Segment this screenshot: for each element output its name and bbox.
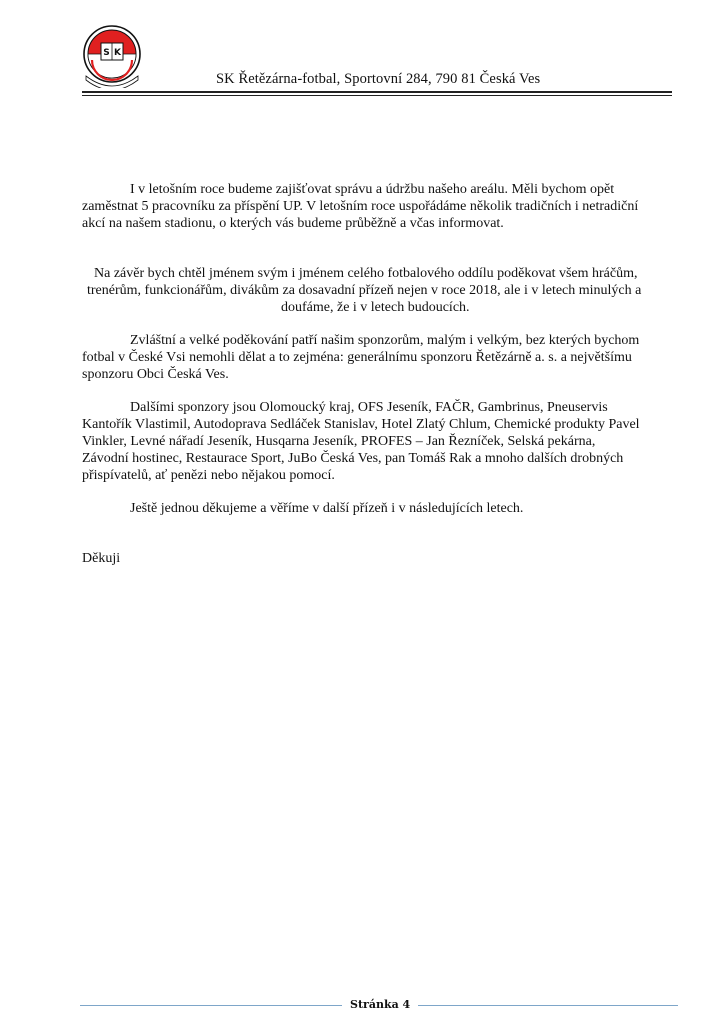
footer-divider-right: [418, 1005, 678, 1006]
paragraph-4-line-2: Kantořík Vlastimil, Autodoprava Sedláček Stanislav, Hotel Zlatý Chlum, Chemické produkty Pavel: [82, 417, 640, 432]
paragraph-4-line-1: Dalšími sponzory jsou Olomoucký kraj, OFS Jeseník, FAČR, Gambrinus, Pneuservis: [130, 400, 608, 415]
paragraph-3-line-2: fotbal v České Vsi nemohli dělat a to zejména: generálnímu sponzoru Řetězárně a. s. a největšímu: [82, 350, 632, 365]
logo-initial-s: S: [103, 48, 110, 58]
paragraph-2-line-2: trenérům, funkcionářům, divákům za dosavadní přízeň nejen v roce 2018, ale i v letech minulých a: [87, 283, 642, 298]
paragraph-4-line-5: přispívatelů, ať penězi nebo nějakou pomocí.: [82, 468, 335, 483]
paragraph-1-line-2: zaměstnat 5 pracovníku za příspění UP. V letošním roce uspořádáme několik tradičních i netradiční: [82, 199, 639, 214]
paragraph-1-line-1: I v letošním roce budeme zajišťovat správu a údržbu našeho areálu. Měli bychom opět: [130, 182, 615, 197]
closing-signoff: Děkuji: [82, 551, 121, 566]
paragraph-3-line-3: sponzoru Obci Česká Ves.: [82, 367, 229, 382]
paragraph-4-line-3: Vinkler, Levné nářadí Jeseník, Husqarna Jeseník, PROFES – Jan Řezníček, Selská pekárna,: [82, 434, 596, 449]
footer-divider-left: [80, 1005, 342, 1006]
header-divider-thin: [82, 95, 672, 96]
paragraph-5: Ještě jednou děkujeme a věříme v další přízeň i v následujících letech.: [130, 501, 524, 516]
paragraph-3-line-1: Zvláštní a velké poděkování patří našim sponzorům, malým i velkým, bez kterých bychom: [130, 333, 640, 348]
club-logo: [82, 24, 142, 88]
paragraph-4-line-4: Závodní hostinec, Restaurace Sport, JuBo Česká Ves, pan Tomáš Rak a mnoho dalších drobných: [82, 451, 624, 466]
header-club-address: SK Řetězárna-fotbal, Sportovní 284, 790 81 Česká Ves: [216, 71, 541, 87]
footer-page-number: Stránka 4: [350, 998, 411, 1011]
paragraph-2-line-1: Na závěr bych chtěl jménem svým i jménem celého fotbalového oddílu poděkovat všem hráčům,: [94, 266, 638, 281]
paragraph-2-line-3: doufáme, že i v letech budoucích.: [281, 300, 470, 315]
paragraph-1-line-3: akcí na našem stadionu, o kterých vás budeme průběžně a včas informovat.: [82, 216, 504, 231]
logo-initial-k: K: [114, 48, 121, 58]
header-divider: [82, 91, 672, 93]
